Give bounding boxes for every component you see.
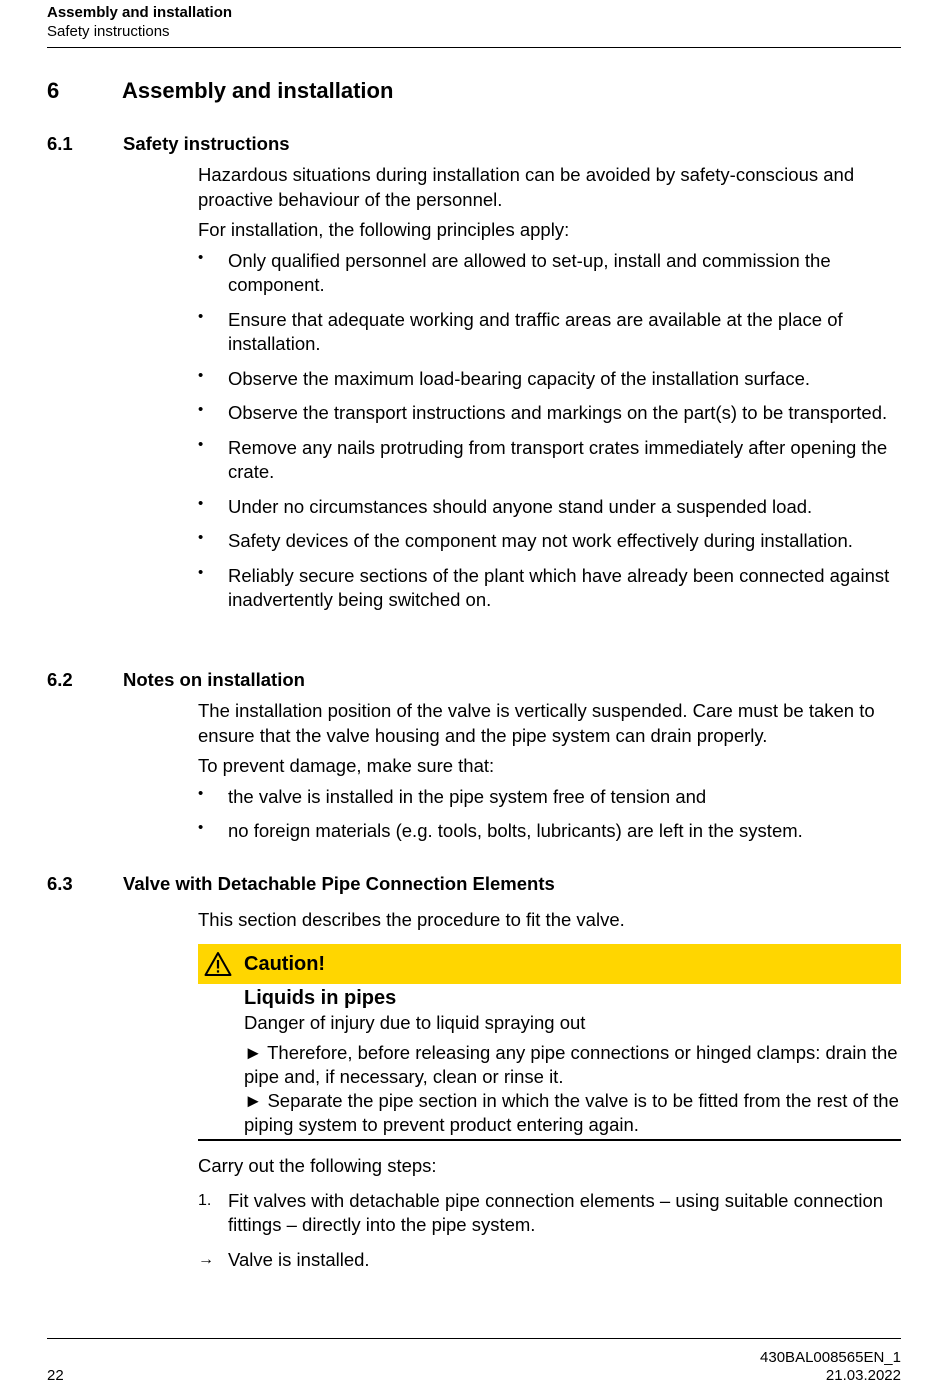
warning-triangle-icon xyxy=(204,951,232,977)
footer-rule xyxy=(47,1338,901,1339)
result-item xyxy=(198,1248,901,1273)
list-item: • Remove any nails protruding from transport crates immediately after opening the crate. xyxy=(198,436,901,485)
list-item: • Observe the maximum load-bearing capacity of the installation surface. xyxy=(198,367,901,392)
section-6-3-intro xyxy=(198,908,901,939)
list-item: • Under no circumstances should anyone stand under a suspended load. xyxy=(198,495,901,520)
list-item: • Observe the transport instructions and markings on the part(s) to be transported. xyxy=(198,401,901,426)
header-rule xyxy=(47,47,901,48)
list-item: • Ensure that adequate working and traffic areas are available at the place of installation. xyxy=(198,308,901,357)
section-6-3-steps xyxy=(198,1154,901,1272)
caution-measure: ► Separate the pipe section in which the valve is to be fitted from the rest of the piping system to prevent product entering again. xyxy=(244,1090,899,1135)
list-item: • Reliably secure sections of the plant which have already been connected against inadvertently being switched on. xyxy=(198,564,901,613)
result-arrow-icon: → xyxy=(198,1250,214,1268)
caution-bottom-rule xyxy=(198,1139,901,1141)
step-text: Fit valves with detachable pipe connection elements – using suitable connection fittings – directly into the pipe system. xyxy=(228,1189,884,1235)
header-subtitle: Safety instructions xyxy=(47,23,170,40)
caution-body xyxy=(244,985,901,1137)
paragraph: To prevent damage, make sure that: xyxy=(198,755,495,776)
section-6-1-body xyxy=(198,163,901,623)
chapter-heading xyxy=(47,77,393,105)
list-item: • the valve is installed in the pipe system free of tension and xyxy=(198,785,901,810)
section-6-2-heading xyxy=(47,668,305,692)
section-number: 6.1 xyxy=(47,133,73,154)
chapter-number: 6 xyxy=(47,78,60,103)
bullet-list xyxy=(198,249,901,613)
section-number: 6.2 xyxy=(47,669,73,690)
paragraph: The installation position of the valve is vertically suspended. Care must be taken to ensure that the valve housing and the pipe system can drain properly. xyxy=(198,700,875,746)
result-text: Valve is installed. xyxy=(228,1248,370,1270)
bullet-list xyxy=(198,785,901,844)
list-item xyxy=(198,1189,901,1238)
footer-meta xyxy=(760,1349,901,1385)
list-item: • Only qualified personnel are allowed to set-up, install and commission the component. xyxy=(198,249,901,298)
paragraph: Hazardous situations during installation can be avoided by safety-conscious and proactive behaviour of the personnel. xyxy=(198,164,855,210)
caution-banner xyxy=(198,944,901,984)
paragraph: This section describes the procedure to fit the valve. xyxy=(198,909,625,930)
paragraph: Carry out the following steps: xyxy=(198,1155,437,1176)
document-id: 430BAL008565EN_1 xyxy=(760,1349,901,1366)
paragraph: For installation, the following principles apply: xyxy=(198,219,570,240)
section-title: Safety instructions xyxy=(123,133,290,154)
list-item: • no foreign materials (e.g. tools, bolts, lubricants) are left in the system. xyxy=(198,819,901,844)
chapter-title: Assembly and installation xyxy=(122,78,394,103)
document-date: 21.03.2022 xyxy=(825,1367,901,1384)
caution-danger: Danger of injury due to liquid spraying out xyxy=(244,1012,586,1033)
section-title: Valve with Detachable Pipe Connection Elements xyxy=(123,873,555,894)
caution-label: Caution! xyxy=(244,953,326,975)
section-6-2-body xyxy=(198,699,901,854)
page-header xyxy=(47,4,901,41)
section-title: Notes on installation xyxy=(123,669,305,690)
header-title: Assembly and installation xyxy=(47,4,233,21)
caution-measure: ► Therefore, before releasing any pipe connections or hinged clamps: drain the pipe and, if necessary, clean or rinse it. xyxy=(244,1042,898,1087)
list-item: • Safety devices of the component may not work effectively during installation. xyxy=(198,529,901,554)
page-number: 22 xyxy=(47,1367,64,1384)
section-6-3-heading xyxy=(47,872,555,896)
step-number: 1. xyxy=(198,1191,212,1209)
section-number: 6.3 xyxy=(47,873,73,894)
caution-subtitle: Liquids in pipes xyxy=(244,987,397,1009)
section-6-1-heading xyxy=(47,132,290,156)
